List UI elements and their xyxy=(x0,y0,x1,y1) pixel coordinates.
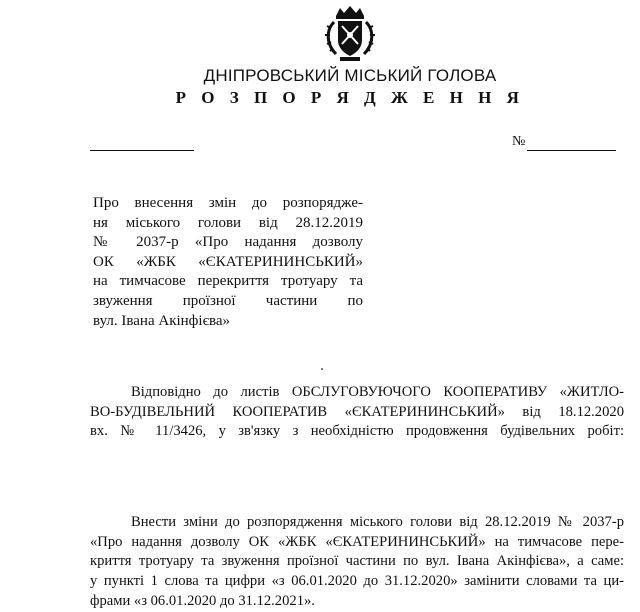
paragraph-line: «Про надання дозволу ОК «ЖБК «ЄКАТЕРИНИНСЬКИЙ» на тимчасове пере- xyxy=(90,533,624,550)
date-field-line xyxy=(90,150,194,151)
number-field-line xyxy=(527,150,616,151)
coat-of-arms-icon xyxy=(322,4,378,64)
subject-line: ня міського голови від 28.12.2019 xyxy=(93,214,363,231)
subject-line: Про внесення змін до розпорядже- xyxy=(93,195,363,211)
paragraph-line: Внести зміни до розпорядження міського голови від 28.12.2019 № 2037-р xyxy=(131,514,624,530)
subject-line: на тимчасове перекриття тротуару та xyxy=(93,273,363,290)
subject-line: звуження проїзної частини по xyxy=(93,292,363,309)
subject-line: вул. Івана Акінфієва» xyxy=(93,312,231,329)
paragraph-line: Відповідно до листів ОБСЛУГОВУЮЧОГО КООПЕРАТИВУ «ЖИТЛО- xyxy=(131,384,624,400)
subject-line: ОК «ЖБК «ЄКАТЕРИНИНСЬКИЙ» xyxy=(93,253,363,270)
subject-line: № 2037-р «Про надання дозволу xyxy=(93,234,363,251)
scan-speck xyxy=(321,368,323,370)
paragraph-line: криття тротуару та звуження проїзної частини по вул. Івана Акінфієва», а саме: xyxy=(90,553,624,570)
paragraph-line: фрами «з 06.01.2020 до 31.12.2021». xyxy=(90,592,315,609)
document-type: Р О З П О Р Я Д Ж Е Н Н Я xyxy=(175,88,525,107)
authority-title: ДНІПРОВСЬКИЙ МІСЬКИЙ ГОЛОВА xyxy=(203,66,497,85)
paragraph-line: ВО-БУДІВЕЛЬНИЙ КООПЕРАТИВ «ЄКАТЕРИНИНСЬКИЙ» від 18.12.2020 xyxy=(90,403,624,420)
paragraph-line: вх. № 11/3426, у зв'язку з необхідністю продовження будівельних робіт: xyxy=(90,423,624,440)
paragraph-line: у пункті 1 слова та цифри «з 06.01.2020 до 31.12.2020» замінити словами та ци- xyxy=(90,573,624,590)
number-label: № xyxy=(512,134,526,149)
preamble-paragraph xyxy=(90,383,624,442)
order-paragraph xyxy=(90,513,624,612)
document-subject xyxy=(93,194,363,331)
